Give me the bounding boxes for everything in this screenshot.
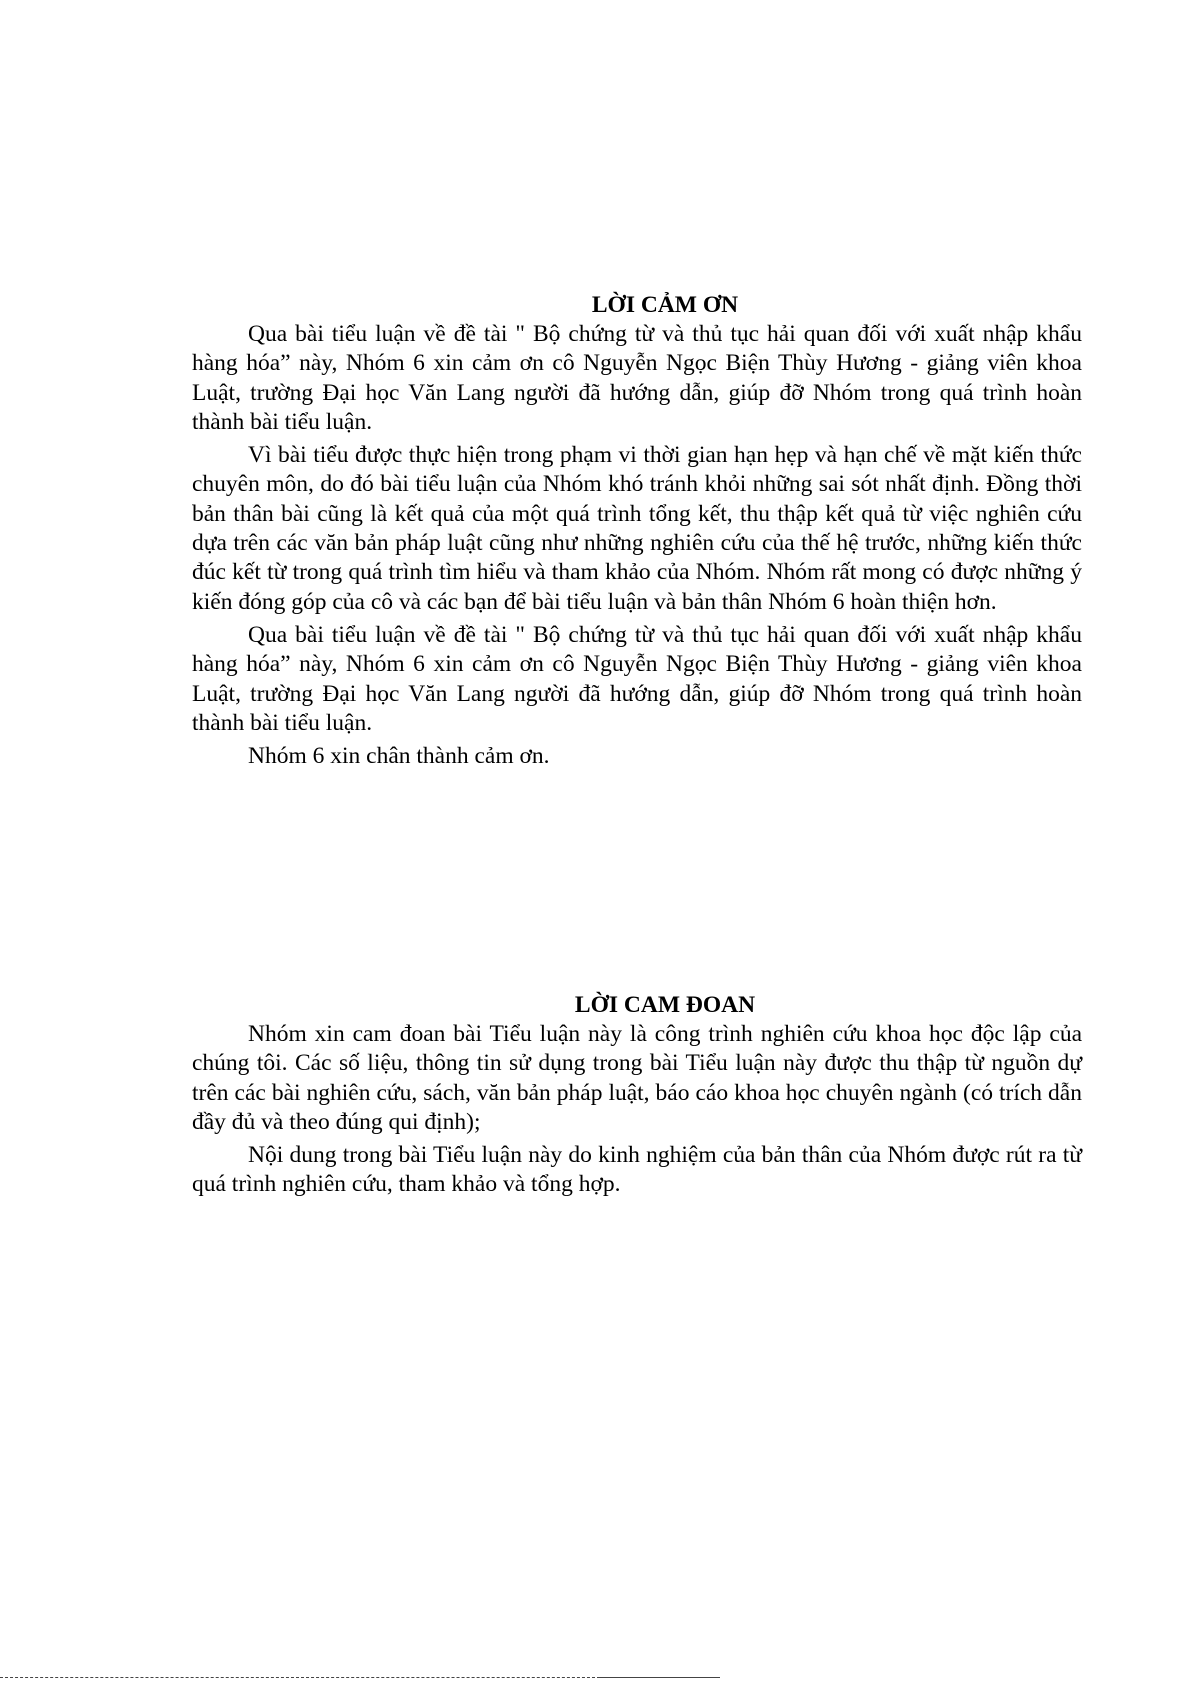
acknowledgement-closing: Nhóm 6 xin chân thành cảm ơn. (248, 743, 550, 770)
commitment-title: LỜI CAM ĐOAN (574, 992, 756, 1018)
commitment-paragraph-2: Nội dung trong bài Tiểu luận này do kinh nghiệm của bản thân của Nhóm được rút ra từ quá trình nghiên cứu, tham khảo và tổng hợp. (192, 1142, 1082, 1198)
acknowledgement-paragraph-1: Qua bài tiểu luận về đề tài " Bộ chứng từ và thủ tục hải quan đối với xuất nhập khẩu hàng hóa” này, Nhóm 6 xin cảm ơn cô Nguyễn Ngọc Biện Thùy Hương - giảng viên khoa Luật, trường Đại học Văn Lang người đã hướng dẫn, giúp đỡ Nhóm trong quá trình hoàn thành bài tiểu luận. (192, 321, 1082, 435)
acknowledgement-title: LỜI CẢM ƠN (591, 292, 739, 318)
acknowledgement-section (192, 290, 1082, 771)
commitment-paragraph-1: Nhóm xin cam đoan bài Tiểu luận này là công trình nghiên cứu khoa học độc lập của chúng tôi. Các số liệu, thông tin sử dụng trong bài Tiểu luận này được thu thập từ nguồn dự trên các bài nghiên cứu, sách, văn bản pháp luật, báo cáo khoa học chuyên ngành (có trích dẫn đầy đủ và theo đúng qui định); (192, 1021, 1082, 1135)
footer-divider-end (600, 1677, 720, 1678)
commitment-section (192, 990, 1082, 1200)
footer-divider (0, 1677, 600, 1678)
acknowledgement-paragraph-3: Qua bài tiểu luận về đề tài " Bộ chứng từ và thủ tục hải quan đối với xuất nhập khẩu hàng hóa” này, Nhóm 6 xin cảm ơn cô Nguyễn Ngọc Biện Thùy Hương - giảng viên khoa Luật, trường Đại học Văn Lang người đã hướng dẫn, giúp đỡ Nhóm trong quá trình hoàn thành bài tiểu luận. (192, 621, 1082, 736)
acknowledgement-paragraph-2: Vì bài tiểu được thực hiện trong phạm vi thời gian hạn hẹp và hạn chế về mặt kiến thức chuyên môn, do đó bài tiểu luận của Nhóm khó tránh khỏi những sai sót nhất định. Đồng thời bản thân bài cũng là kết quả của một quá trình tổng kết, thu thập kết quả từ việc nghiên cứu dựa trên các văn bản pháp luật cũng như những nghiên cứu của thế hệ trước, những kiến thức đúc kết từ trong quá trình tìm hiểu và tham khảo của Nhóm. Nhóm rất mong có được những ý kiến đóng góp của cô và các bạn để bài tiểu luận và bản thân Nhóm 6 hoàn thiện hơn. (192, 442, 1082, 615)
